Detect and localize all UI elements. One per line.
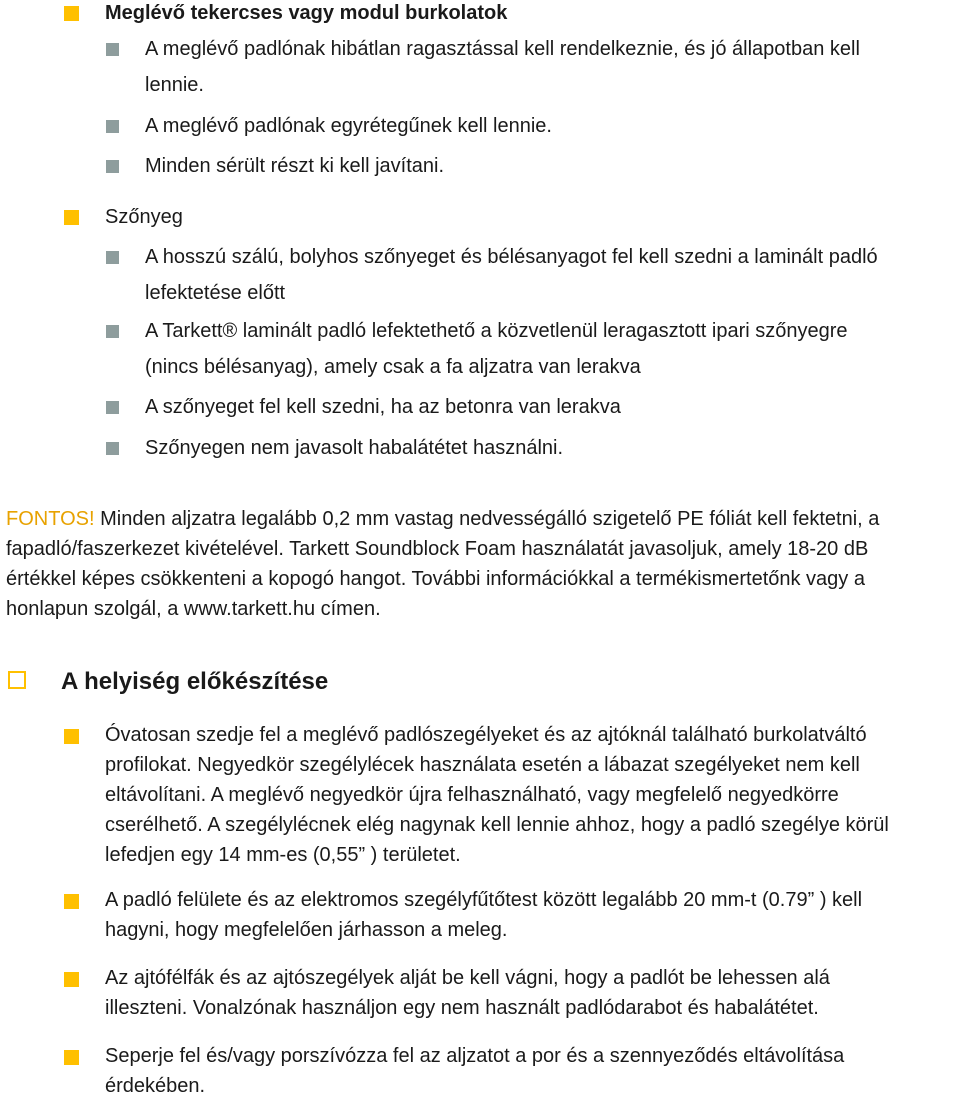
list-item: Minden sérült részt ki kell javítani. [145,155,445,177]
sub-bullet-square-icon [106,325,119,338]
list-item: Szőnyegen nem javasolt habalátétet használni. [145,437,564,459]
list-item: A hosszú szálú, bolyhos szőnyeget és bélésanyagot fel kell szedni a laminált padló [145,246,878,268]
list-item: A meglévő padlónak egyrétegűnek kell lennie. [145,115,552,137]
section-heading: A helyiség előkészítése [61,668,329,695]
bullet-square-icon [64,210,79,225]
bullet-square-icon [64,1050,79,1065]
note-line: értékkel képes csökkenteni a kopogó hangot. További információkkal a termékismertetőnk vagy a [6,568,865,590]
sub-bullet-square-icon [106,160,119,173]
note-line [6,502,956,536]
sub-bullet-square-icon [106,43,119,56]
list-item [105,883,862,947]
list-item-line: illeszteni. Vonalzónak használjon egy nem használt padlódarabot és habalátétet. [105,997,819,1019]
list-item [105,718,889,872]
list-item-line: profilokat. Negyedkör szegélylécek használata esetén a lábazat szegélyeket nem kell [105,754,860,776]
list-item-line: Seperje fel és/vagy porszívózza fel az aljzatot a por és a szennyeződés eltávolítása [105,1045,845,1067]
note-paragraph [6,502,956,626]
sub-bullet-square-icon [106,442,119,455]
list-item-line: lefedjen egy 14 mm-es (0,55” ) területet. [105,844,461,866]
list-item-line: Óvatosan szedje fel a meglévő padlószegélyeket és az ajtóknál található burkolatváltó [105,724,867,746]
list-item-line: A padló felülete és az elektromos szegélyfűtőtest között legalább 20 mm-t (0.79” ) kell [105,889,863,911]
note-line: honlapun szolgál, a www.tarkett.hu címen. [6,598,381,620]
bullet-square-icon [64,894,79,909]
note-text: Minden aljzatra legalább 0,2 mm vastag nedvességálló szigetelő PE fóliát kell fektetni, a [94,508,880,530]
list-item-continuation: lefektetése előtt [145,282,286,304]
note-line: fapadló/faszerkezet kivételével. Tarkett Soundblock Foam használatát javasoljuk, amely 18-20 dB [6,538,869,560]
bullet-square-icon [64,972,79,987]
list-item-continuation: lennie. [145,74,204,96]
list-item-line: hagyni, hogy megfelelően járhasson a meleg. [105,919,508,941]
list-item [105,961,830,1025]
list-item-line: eltávolítani. A meglévő negyedkör újra felhasználható, vagy megfelelő negyedkörre [105,784,839,806]
list-item-line: Az ajtófélfák és az ajtószegélyek alját be kell vágni, hogy a padlót be lehessen alá [105,967,830,989]
sub-bullet-square-icon [106,251,119,264]
bullet-square-icon [64,729,79,744]
list-item-line: cserélhető. A szegélylécnek elég nagynak kell lennie ahhoz, hogy a padló szegélye körül [105,814,889,836]
list-item: A szőnyeget fel kell szedni, ha az betonra van lerakva [145,396,621,418]
list-item: A meglévő padlónak hibátlan ragasztással kell rendelkeznie, és jó állapotban kell [145,38,860,60]
section-title: Szőnyeg [105,206,183,228]
checkbox-icon [8,671,26,689]
list-item-continuation: (nincs bélésanyag), amely csak a fa aljzatra van lerakva [145,356,641,378]
note-label: FONTOS! [6,508,95,530]
list-item-line: érdekében. [105,1075,206,1097]
bullet-square-icon [64,6,79,21]
sub-bullet-square-icon [106,401,119,414]
list-item [105,1039,844,1103]
list-item: A Tarkett® laminált padló lefektethető a közvetlenül leragasztott ipari szőnyegre [145,320,848,342]
sub-bullet-square-icon [106,120,119,133]
section-title: Meglévő tekercses vagy modul burkolatok [105,2,508,24]
